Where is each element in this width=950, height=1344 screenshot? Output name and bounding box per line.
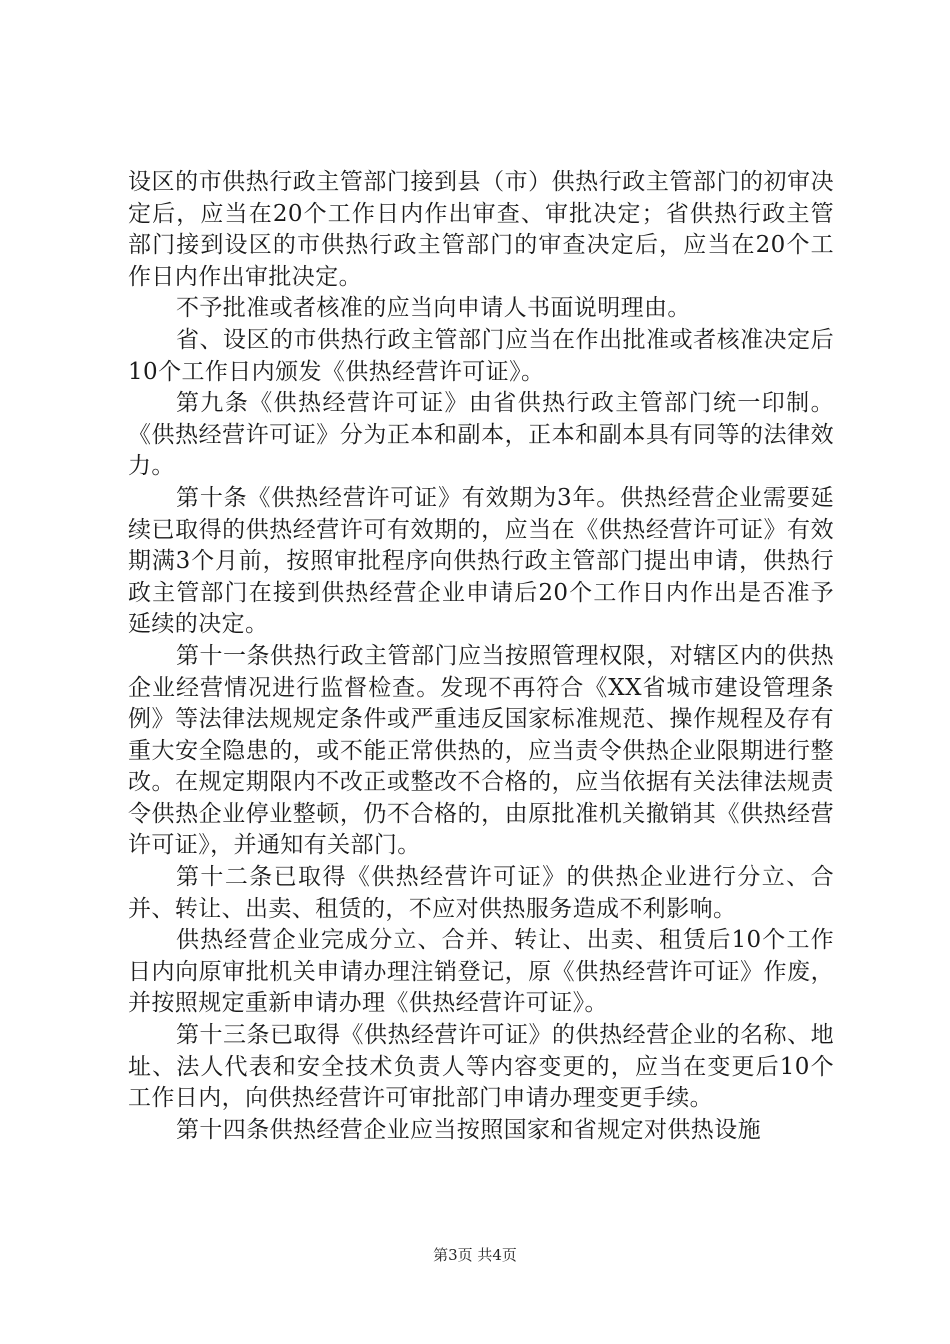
paragraph-article-14: 第十四条供热经营企业应当按照国家和省规定对供热设施	[176, 1116, 761, 1143]
paragraph-article-10: 第十条《供热经营许可证》有效期为3年。供热经营企业需要延续已取得的供热经营许可有效期的，应当在《供热经营许可证》有效期满3个月前，按照审批程序向供热行政主管部门提出申请，供热行政主管部门在接到供热经营企业申请后20个工作日内作出是否准予延续的决定。	[128, 484, 834, 638]
paragraph-article-9: 第九条《供热经营许可证》由省供热行政主管部门统一印制。《供热经营许可证》分为正本和副本，正本和副本具有同等的法律效力。	[128, 390, 834, 480]
paragraph-article-13: 第十三条已取得《供热经营许可证》的供热经营企业的名称、地址、法人代表和安全技术负责人等内容变更的，应当在变更后10个工作日内，向供热经营许可审批部门申请办理变更手续。	[128, 1022, 834, 1112]
paragraph-article-12-cont: 供热经营企业完成分立、合并、转让、出卖、租赁后10个工作日内向原审批机关申请办理注销登记，原《供热经营许可证》作废，并按照规定重新申请办理《供热经营许可证》。	[128, 927, 834, 1017]
paragraph-1: 设区的市供热行政主管部门接到县（市）供热行政主管部门的初审决定后，应当在20个工作日内作出审查、审批决定；省供热行政主管部门接到设区的市供热行政主管部门的审查决定后，应当在20个工作日内作出审批决定。	[128, 169, 834, 290]
paragraph-article-11: 第十一条供热行政主管部门应当按照管理权限，对辖区内的供热企业经营情况进行监督检查。发现不再符合《XX省城市建设管理条例》等法律法规规定条件或严重违反国家标准规范、操作规程及存有重大安全隐患的，或不能正常供热的，应当责令供热企业限期进行整改。在规定期限内不改正或整改不合格的，应当依据有关法律法规责令供热企业停业整顿，仍不合格的，由原批准机关撤销其《供热经营许可证》，并通知有关部门。	[128, 642, 834, 859]
paragraph-2: 不予批准或者核准的应当向申请人书面说明理由。	[176, 295, 691, 322]
page-footer: 第3页 共4页	[433, 1246, 517, 1264]
paragraph-3: 省、设区的市供热行政主管部门应当在作出批准或者核准决定后10个工作日内颁发《供热经营许可证》。	[128, 326, 834, 385]
paragraph-article-12: 第十二条已取得《供热经营许可证》的供热企业进行分立、合并、转让、出卖、租赁的，不应对供热服务造成不利影响。	[128, 864, 834, 922]
document-body	[128, 167, 834, 1146]
